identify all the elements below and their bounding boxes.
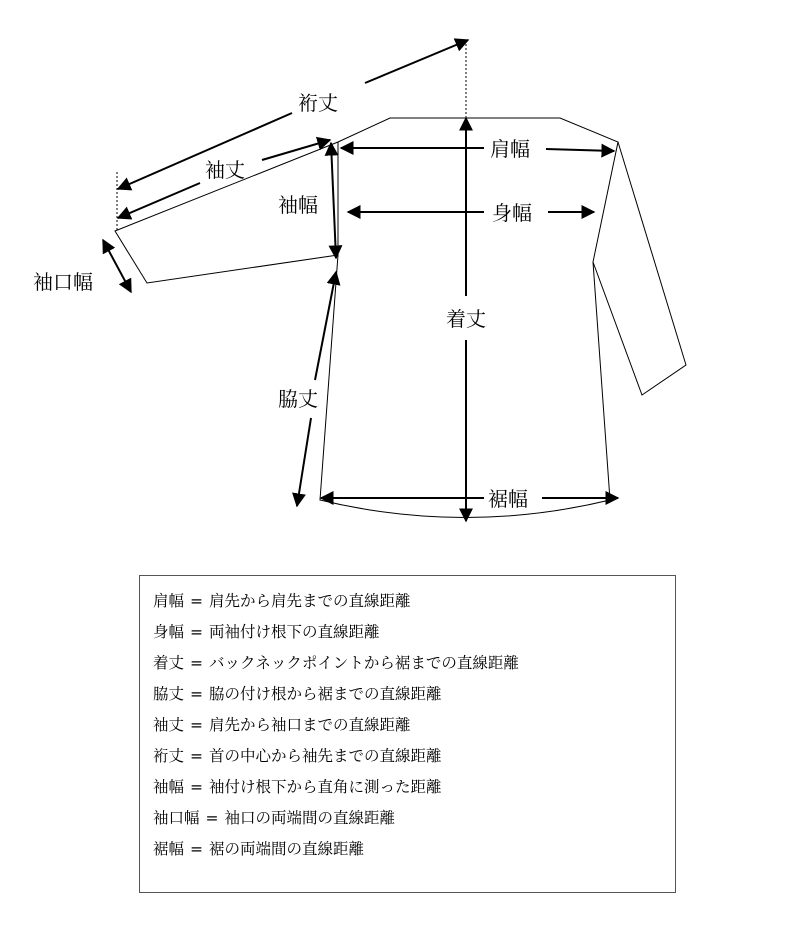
legend-equals: = [190,654,204,672]
label-sodetake: 袖丈 [205,158,245,182]
garment-outline [115,118,686,518]
legend-desc: 肩先から肩先までの直線距離 [209,592,411,610]
right-sleeve-outline [593,142,686,395]
legend-item [153,834,675,865]
legend-term: 身幅 [153,623,185,641]
label-sodeguchi: 袖口幅 [33,270,93,294]
yuki-arrow-upper [365,40,468,83]
label-sodehaba: 袖幅 [278,193,318,217]
legend-term: 裄丈 [153,747,185,765]
legend-term: 肩幅 [153,592,185,610]
legend-equals: = [205,809,219,827]
legend-desc: 脇の付け根から裾までの直線距離 [209,685,442,703]
label-wakitake: 脇丈 [278,387,318,411]
legend-desc: 両袖付け根下の直線距離 [209,623,380,641]
legend-equals: = [190,592,204,610]
katahaba-arrow-right [546,149,614,151]
legend-item [153,648,675,679]
sodeguchi-arrow [103,240,131,292]
legend-term: 着丈 [153,654,185,672]
label-yuki: 裄丈 [298,91,338,115]
legend-term: 裾幅 [153,840,185,858]
sodehaba-arrow [331,143,336,258]
legend-desc: 肩先から袖口までの直線距離 [209,716,411,734]
legend-term: 脇丈 [153,685,185,703]
legend-desc: バックネックポイントから裾までの直線距離 [209,654,519,672]
measurement-legend [139,575,676,893]
legend-item [153,586,675,617]
label-katahaba: 肩幅 [490,137,530,161]
label-susohaba: 裾幅 [488,487,528,511]
legend-equals: = [190,623,204,641]
legend-equals: = [190,716,204,734]
legend-desc: 首の中心から袖先までの直線距離 [209,747,442,765]
legend-equals: = [190,778,204,796]
label-mihaba: 身幅 [492,201,532,225]
legend-equals: = [190,747,204,765]
measurement-arrows [103,40,618,521]
legend-list [140,576,675,865]
legend-item [153,710,675,741]
wakitake-arrow-down [297,418,311,506]
legend-desc: 袖口の両端間の直線距離 [224,809,396,827]
legend-item [153,803,675,834]
sodetake-arrow-upper [262,140,330,160]
legend-item [153,772,675,803]
legend-equals: = [190,840,204,858]
legend-term: 袖口幅 [153,809,200,827]
legend-desc: 裾の両端間の直線距離 [209,840,365,858]
legend-item [153,741,675,772]
sodetake-arrow-lower [118,183,200,218]
legend-equals: = [190,685,204,703]
legend-item [153,617,675,648]
label-kitake: 着丈 [446,307,486,331]
legend-desc: 袖付け根下から直角に測った距離 [209,778,442,796]
legend-item [153,679,675,710]
legend-term: 袖幅 [153,778,185,796]
legend-term: 袖丈 [153,716,185,734]
